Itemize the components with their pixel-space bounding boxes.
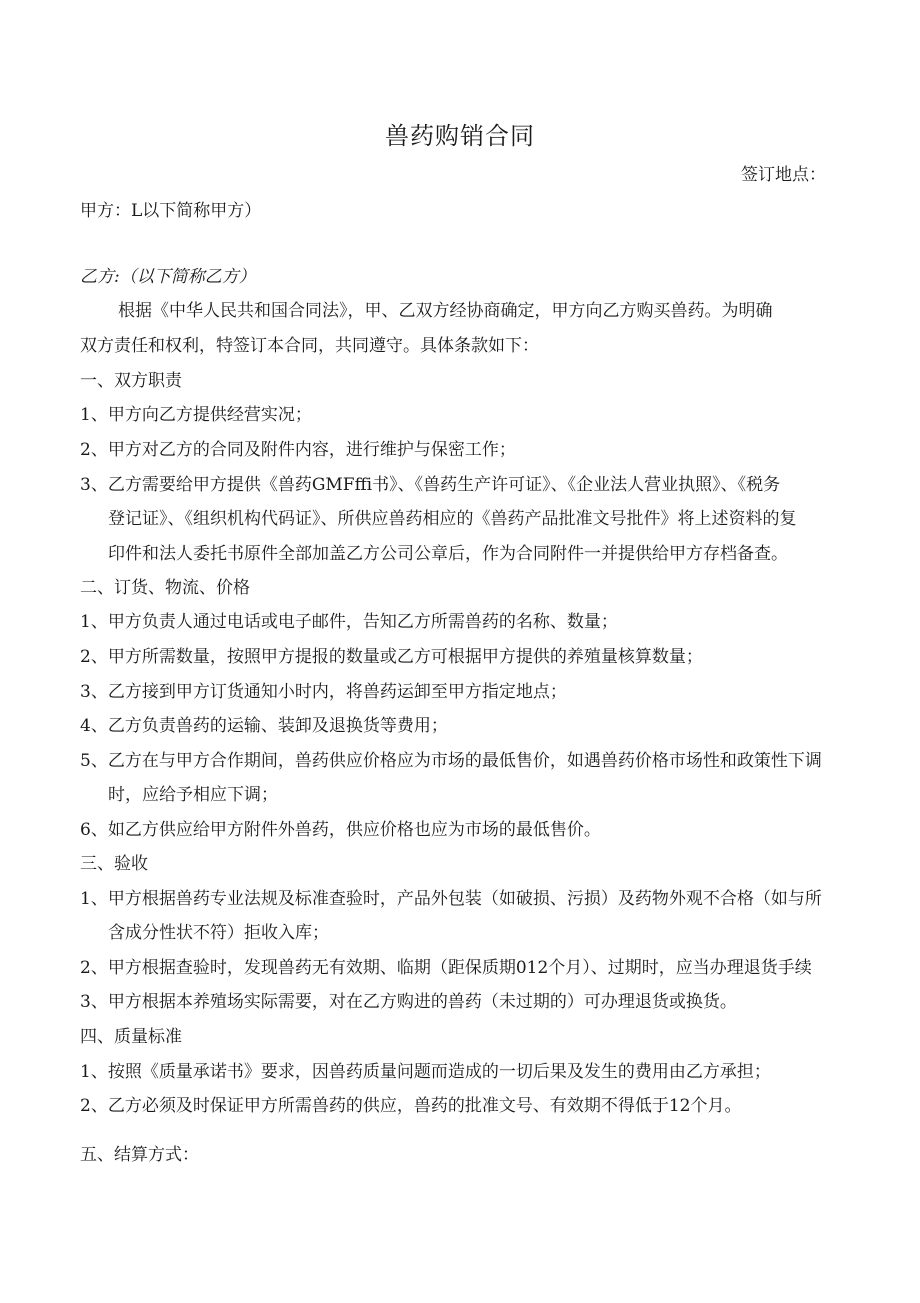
- section-1-item-1: 1、甲方向乙方提供经营实况；: [80, 405, 312, 425]
- section-5-heading: 五、结算方式：: [80, 1145, 199, 1165]
- page-title: 兽药购销合同: [385, 122, 535, 150]
- section-2-item-2: 2、甲方所需数量，按照甲方提报的数量或乙方可根据甲方提供的养殖量核算数量；: [80, 647, 703, 667]
- section-2-item-5: 5、乙方在与甲方合作期间，兽药供应价格应为市场的最低售价，如遇兽药价格市场性和政策性下调: [80, 751, 822, 771]
- section-2-heading: 二、订货、物流、价格: [80, 578, 250, 598]
- section-2-item-3: 3、乙方接到甲方订货通知小时内，将兽药运卸至甲方指定地点；: [80, 682, 567, 702]
- section-2-item-6: 6、如乙方供应给甲方附件外兽药，供应价格也应为市场的最低售价。: [80, 820, 601, 840]
- sign-place: 签订地点：: [741, 165, 826, 185]
- section-4-heading: 四、质量标准: [80, 1027, 182, 1047]
- party-b: 乙方:（以下简称乙方）: [80, 267, 256, 287]
- party-a: 甲方：L以下简称甲方）: [80, 201, 262, 221]
- section-3-item-3: 3、甲方根据本养殖场实际需要，对在乙方购进的兽药（未过期的）可办理退货或换货。: [80, 992, 737, 1012]
- section-4-item-1: 1、按照《质量承诺书》要求，因兽药质量问题而造成的一切后果及发生的费用由乙方承担；: [80, 1062, 771, 1082]
- section-2-item-1: 1、甲方负责人通过电话或电子邮件，告知乙方所需兽药的名称、数量；: [80, 612, 618, 632]
- intro-line-2: 双方责任和权利，特签订本合同，共同遵守。具体条款如下：: [80, 336, 539, 356]
- section-3-item-2: 2、甲方根据查验时，发现兽药无有效期、临期（距保质期012个月）、过期时，应当办理退货手续: [80, 958, 812, 978]
- section-1-heading: 一、双方职责: [80, 371, 182, 391]
- section-3-item-1-cont: 含成分性状不符）拒收入库；: [108, 923, 329, 943]
- section-2-item-5-cont: 时，应给予相应下调；: [108, 785, 278, 805]
- intro-line-1: 根据《中华人民共和国合同法》，甲、乙双方经协商确定，甲方向乙方购买兽药。为明确: [118, 301, 773, 321]
- section-1-item-3-cont-1: 登记证》、《组织机构代码证》、所供应兽药相应的《兽药产品批准文号批件》将上述资料的复: [108, 509, 797, 529]
- section-2-item-4: 4、乙方负责兽药的运输、装卸及退换货等费用；: [80, 716, 448, 736]
- section-1-item-3: 3、乙方需要给甲方提供《兽药GMFffi书》、《兽药生产许可证》、《企业法人营业执照》、《税务: [80, 475, 781, 495]
- section-3-heading: 三、验收: [80, 854, 148, 874]
- section-3-item-1: 1、甲方根据兽药专业法规及标准查验时，产品外包装（如破损、污损）及药物外观不合格（如与所: [80, 889, 822, 909]
- section-4-item-2: 2、乙方必须及时保证甲方所需兽药的供应，兽药的批准文号、有效期不得低于12个月。: [80, 1096, 742, 1116]
- section-1-item-3-cont-2: 印件和法人委托书原件全部加盖乙方公司公章后，作为合同附件一并提供给甲方存档备查。: [108, 544, 788, 564]
- section-1-item-2: 2、甲方对乙方的合同及附件内容，进行维护与保密工作；: [80, 440, 516, 460]
